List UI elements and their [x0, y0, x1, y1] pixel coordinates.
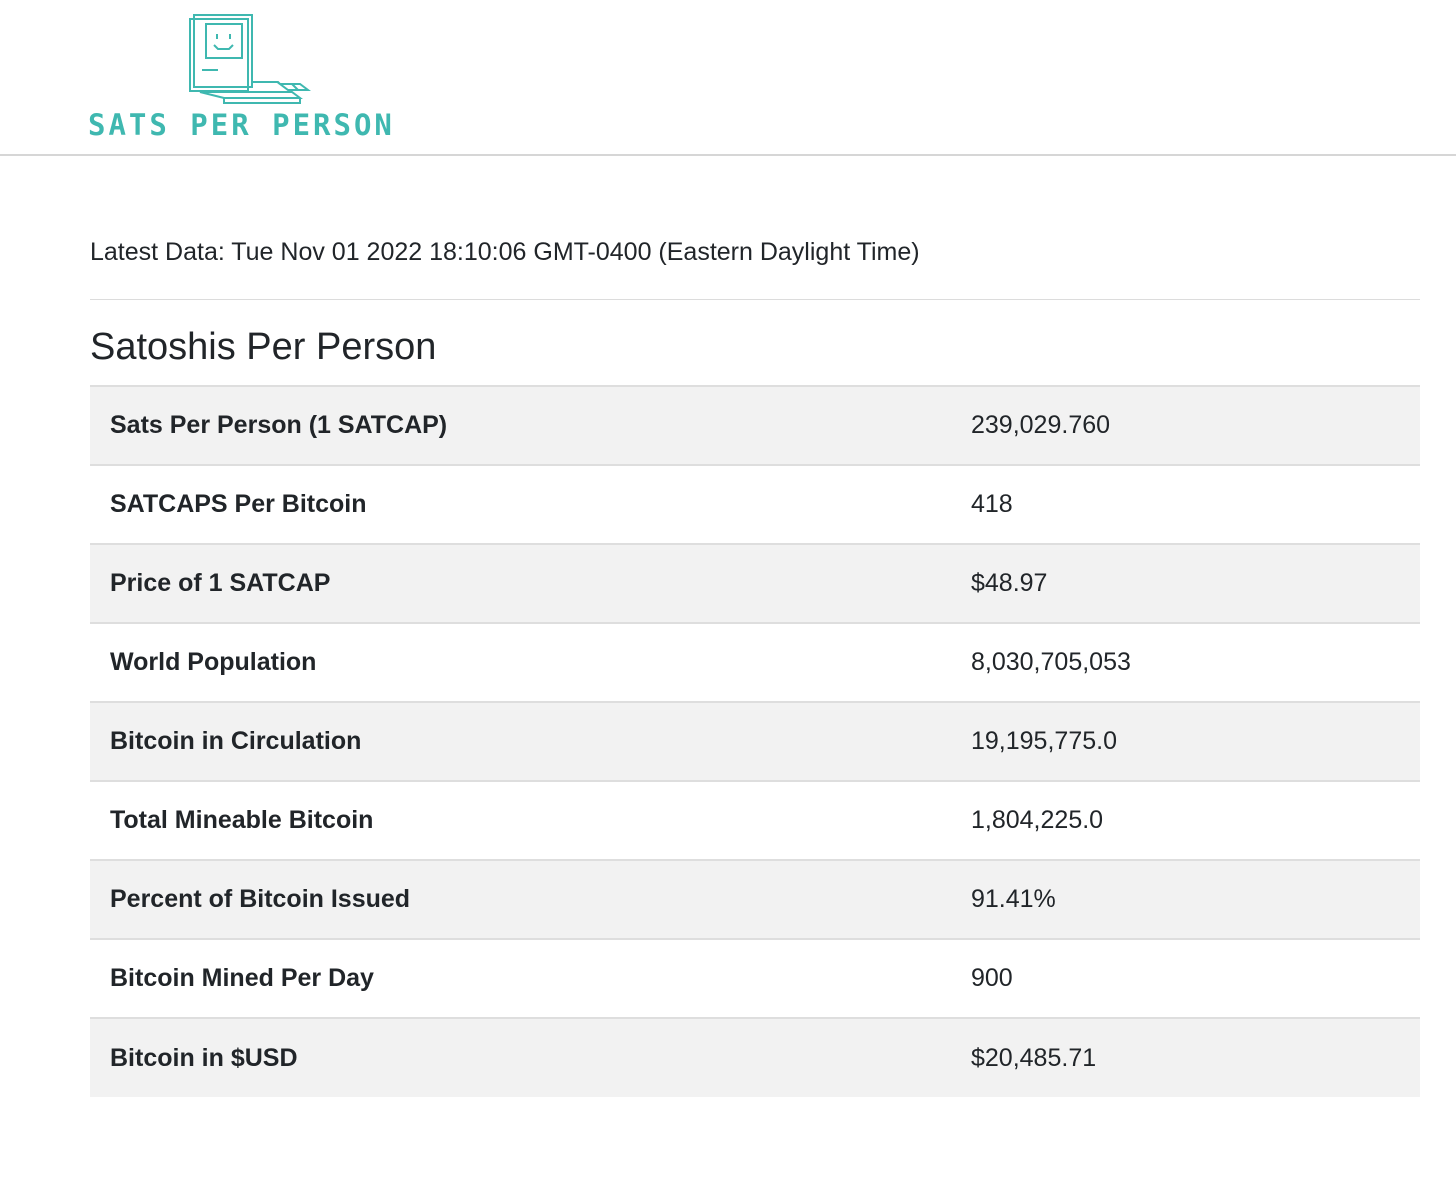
row-label: Percent of Bitcoin Issued	[90, 860, 951, 939]
table-row	[90, 702, 1420, 781]
row-label: Bitcoin Mined Per Day	[90, 939, 951, 1018]
row-value: $20,485.71	[951, 1018, 1420, 1097]
row-label: Price of 1 SATCAP	[90, 544, 951, 623]
row-value: $48.97	[951, 544, 1420, 623]
table-row	[90, 623, 1420, 702]
site-header	[0, 0, 1456, 156]
divider	[90, 299, 1420, 300]
stats-table	[90, 385, 1420, 1097]
table-row	[90, 860, 1420, 939]
table-row	[90, 465, 1420, 544]
row-label: Bitcoin in Circulation	[90, 702, 951, 781]
row-value: 19,195,775.0	[951, 702, 1420, 781]
section-title: Satoshis Per Person	[90, 326, 437, 368]
row-value: 900	[951, 939, 1420, 1018]
row-label: SATCAPS Per Bitcoin	[90, 465, 951, 544]
table-row	[90, 544, 1420, 623]
table-row	[90, 781, 1420, 860]
table-row	[90, 386, 1420, 465]
row-value: 239,029.760	[951, 386, 1420, 465]
row-value: 8,030,705,053	[951, 623, 1420, 702]
smiling-computer-icon	[188, 12, 323, 107]
table-row	[90, 939, 1420, 1018]
logo-text: SATS PER PERSON	[88, 108, 395, 142]
row-value: 418	[951, 465, 1420, 544]
latest-data-timestamp: Latest Data: Tue Nov 01 2022 18:10:06 GMT-0400 (Eastern Daylight Time)	[90, 238, 920, 266]
row-label: Bitcoin in $USD	[90, 1018, 951, 1097]
table-row	[90, 1018, 1420, 1097]
row-value: 1,804,225.0	[951, 781, 1420, 860]
row-label: World Population	[90, 623, 951, 702]
row-label: Sats Per Person (1 SATCAP)	[90, 386, 951, 465]
row-label: Total Mineable Bitcoin	[90, 781, 951, 860]
site-logo[interactable]	[88, 10, 418, 146]
row-value: 91.41%	[951, 860, 1420, 939]
